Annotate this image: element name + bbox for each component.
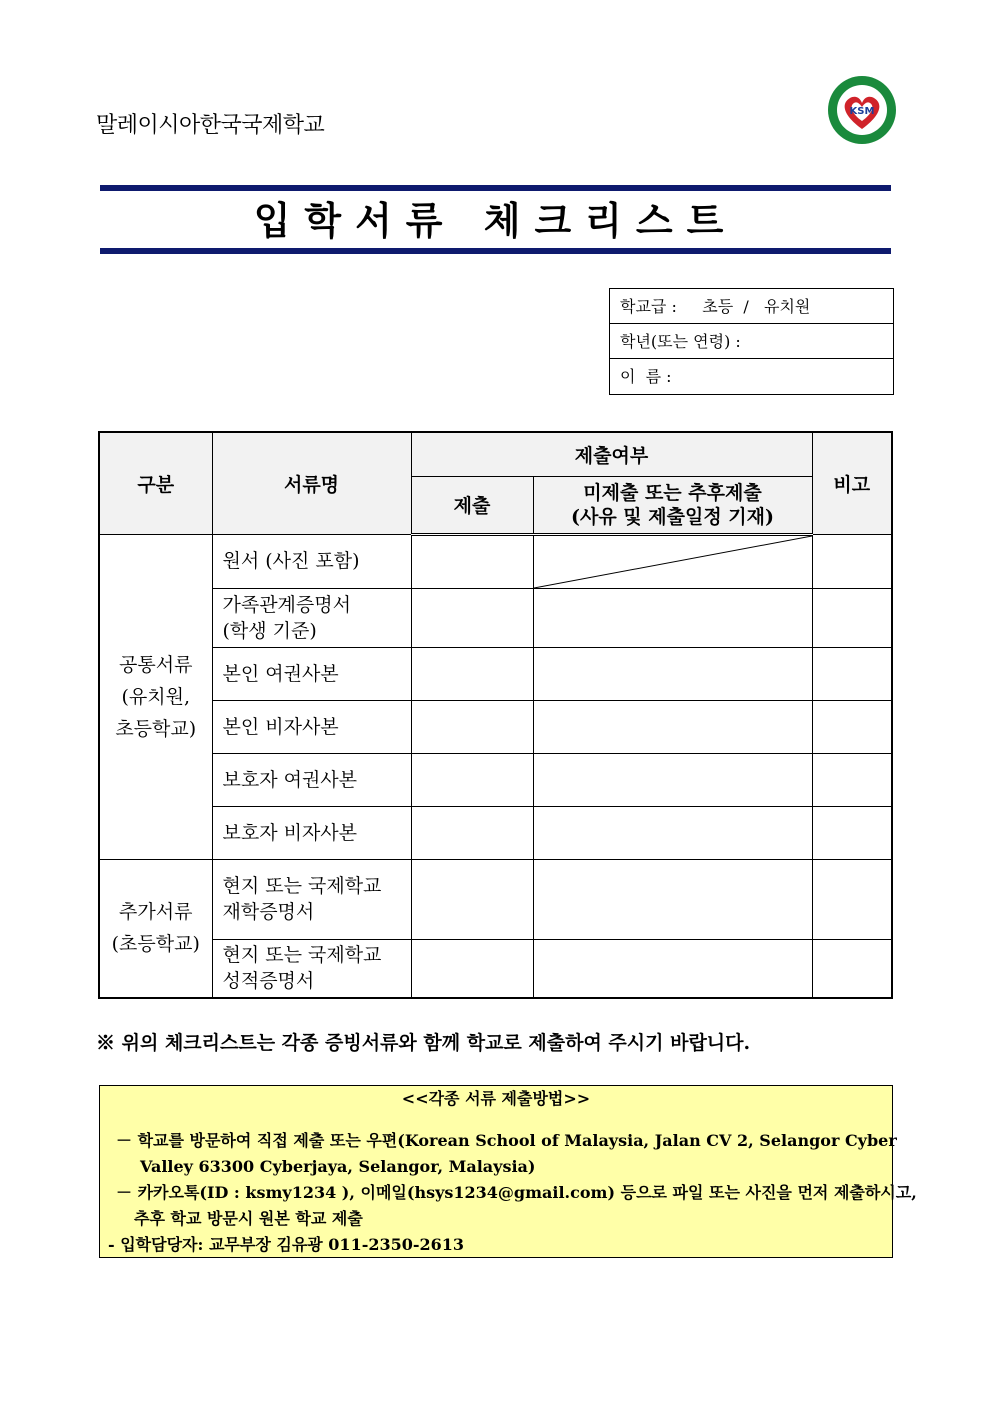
method-line: － 카카오톡(ID : ksmy1234 ), 이메일(hsys1234@gmail.com) 등으로 파일 또는 사진을 먼저 제출하시고, xyxy=(116,1183,917,1202)
doc-label-line: 보호자 비자사본 xyxy=(222,821,358,844)
school-logo xyxy=(826,74,898,146)
submitted-cell[interactable] xyxy=(411,859,533,939)
group-additional xyxy=(99,859,212,998)
submitted-cell[interactable] xyxy=(411,534,533,588)
submitted-cell[interactable] xyxy=(411,753,533,806)
header-submission-status: 제출여부 xyxy=(411,432,812,476)
method-line: － 학교를 방문하여 직접 제출 또는 우편(Korean School of Malaysia, Jalan CV 2, Selangor Cyber xyxy=(116,1131,897,1150)
not-submitted-cell[interactable] xyxy=(533,753,812,806)
header-not-submitted-line2: (사유 및 제출일정 기재) xyxy=(570,505,774,528)
table-row xyxy=(99,753,892,806)
submission-methods-box xyxy=(99,1085,917,1258)
remarks-cell[interactable] xyxy=(812,859,892,939)
diagonal-strike xyxy=(534,536,812,588)
method-line: - 입학담당자: 교무부장 김유광 011-2350-2613 xyxy=(108,1235,465,1254)
not-submitted-cell[interactable] xyxy=(533,859,812,939)
remarks-cell[interactable] xyxy=(812,700,892,753)
doc-own-passport xyxy=(212,647,411,700)
doc-label-line: 보호자 여권사본 xyxy=(222,768,358,791)
group-label-line: (유치원, xyxy=(121,685,190,708)
header-not-submitted-line1: 미제출 또는 추후제출 xyxy=(583,481,762,504)
remarks-cell[interactable] xyxy=(812,647,892,700)
remarks-cell[interactable] xyxy=(812,939,892,998)
group-label-line: 공통서류 xyxy=(119,653,193,676)
doc-label-line: 가족관계증명서 xyxy=(222,593,351,616)
doc-label-line: 현지 또는 국제학교 xyxy=(222,875,382,897)
table-row xyxy=(99,859,892,939)
doc-guardian-passport xyxy=(212,753,411,806)
not-submitted-cell[interactable] xyxy=(533,588,812,647)
header-doc-name: 서류명 xyxy=(212,432,411,534)
not-submitted-cell-crossed xyxy=(533,534,812,588)
method-line: Valley 63300 Cyberjaya, Selangor, Malaysia) xyxy=(140,1157,536,1176)
group-common xyxy=(99,534,212,859)
remarks-cell[interactable] xyxy=(812,588,892,647)
title-rule-bottom xyxy=(100,248,891,254)
not-submitted-cell[interactable] xyxy=(533,700,812,753)
doc-label-line: 본인 비자사본 xyxy=(222,715,339,738)
doc-guardian-visa xyxy=(212,806,411,859)
doc-enrollment-certificate xyxy=(212,859,411,939)
page-title: 입학서류 체크리스트 xyxy=(253,199,738,243)
doc-label-line: 현지 또는 국제학교 xyxy=(222,944,382,967)
header-not-submitted xyxy=(533,476,812,534)
method-line: 추후 학교 방문시 원본 학교 제출 xyxy=(134,1209,363,1228)
name-field: 이 름 : xyxy=(620,367,672,386)
table-row xyxy=(99,939,892,998)
table-row xyxy=(99,700,892,753)
school-name: 말레이시아한국국제학교 xyxy=(96,113,325,138)
doc-label-line: 원서 (사진 포함) xyxy=(222,550,360,572)
doc-label-line: (학생 기준) xyxy=(222,619,317,642)
doc-application xyxy=(212,534,411,588)
not-submitted-cell[interactable] xyxy=(533,806,812,859)
not-submitted-cell[interactable] xyxy=(533,939,812,998)
submitted-cell[interactable] xyxy=(411,700,533,753)
grade-field: 학년(또는 연령) : xyxy=(610,324,893,359)
header-submitted: 제출 xyxy=(411,476,533,534)
methods-title: <<각종 서류 제출방법>> xyxy=(401,1089,591,1108)
table-row xyxy=(99,534,892,588)
header-category: 구분 xyxy=(99,432,212,534)
submission-note: ※ 위의 체크리스트는 각종 증빙서류와 함께 학교로 제출하여 주시기 바랍니다. xyxy=(96,1032,751,1054)
remarks-cell[interactable] xyxy=(812,753,892,806)
remarks-cell[interactable] xyxy=(812,806,892,859)
table-row xyxy=(99,647,892,700)
table-row xyxy=(99,806,892,859)
header-remarks: 비고 xyxy=(812,432,892,534)
submitted-cell[interactable] xyxy=(411,588,533,647)
table-row xyxy=(99,588,892,647)
doc-label-line: 성적증명서 xyxy=(222,970,315,993)
group-label-line: 추가서류 xyxy=(119,901,193,924)
remarks-cell[interactable] xyxy=(812,534,892,588)
submitted-cell[interactable] xyxy=(411,806,533,859)
doc-label-line: 본인 여권사본 xyxy=(222,662,339,685)
group-label-line: 초등학교) xyxy=(115,717,197,740)
student-info-box xyxy=(609,288,894,395)
not-submitted-cell[interactable] xyxy=(533,647,812,700)
checklist-table xyxy=(98,431,893,999)
submitted-cell[interactable] xyxy=(411,647,533,700)
doc-transcript xyxy=(212,939,411,998)
school-level-field: 학교급 : 초등 / 유치원 xyxy=(610,289,893,324)
doc-own-visa xyxy=(212,700,411,753)
doc-family-certificate xyxy=(212,588,411,647)
group-label-line: (초등학교) xyxy=(111,933,200,956)
logo-lettering: KSM xyxy=(849,106,875,117)
doc-label-line: 재학증명서 xyxy=(222,901,315,923)
submitted-cell[interactable] xyxy=(411,939,533,998)
